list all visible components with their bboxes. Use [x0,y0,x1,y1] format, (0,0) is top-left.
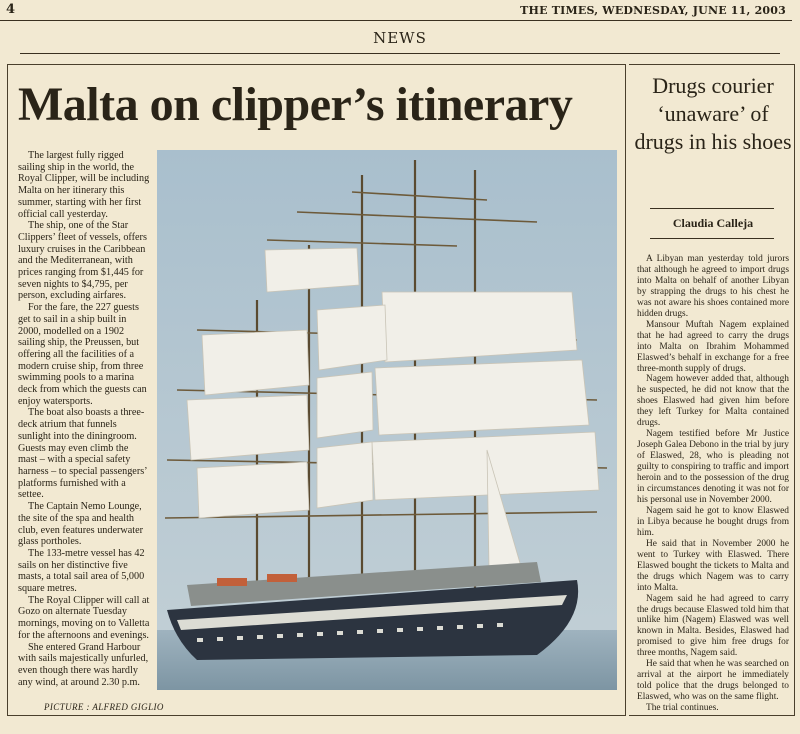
lifeboat [217,578,247,586]
main-paragraph: The boat also boasts a three-deck atrium that funnels sunlight into the diningroom. Guests may even climb the mast – with a special safety harness – to special passengers’ platforms furnished with a settee. [18,407,147,501]
page-number: 4 [6,2,16,17]
main-paragraph: The ship, one of the Star Clippers’ fleet of vessels, offers luxury cruises in the Caribbean and the Mediterranean, with prices ranging from $1,445 for seven nights to $4,795, per person, excluding airfares. [18,220,147,302]
main-paragraph: The Captain Nemo Lounge, the site of the spa and health club, even features underwater glass portholes. [18,501,144,548]
side-headline: Drugs courier ‘unaware’ of drugs in his shoes [634,73,792,154]
byline-rule-bottom [650,238,774,239]
main-paragraph: The 133-metre vessel has 42 sails on her distinctive five masts, a total sail area of 5,000 square metres. [18,547,145,595]
main-paragraph: The Royal Clipper will call at Gozo on alternate Tuesday mornings, moving on to Valletta for the afternoons and evenings. [18,594,150,641]
side-paragraph: Nagem said he got to know Elaswed in Libya because he bought drugs from him. [637,505,789,538]
dateline: THE TIMES, WEDNESDAY, JUNE 11, 2003 [520,4,786,17]
main-paragraph: She entered Grand Harbour with sails majestically unfurled, even though there was hardly any wind, at around 2.30 p.m. [18,641,149,688]
side-paragraph: A Libyan man yesterday told jurors that although he agreed to import drugs into Malta on behalf of another Libyan by strapping the drugs to his chest he was not aware his shoes contained more hidden drugs. [637,254,789,319]
ship-photo [157,150,617,690]
main-paragraph: The largest fully rigged sailing ship in the world, the Royal Clipper, will be including Malta on her itinerary this summer, starting with her first official call yesterday. [18,150,150,220]
byline-rule-top [650,208,774,209]
section-rule [20,53,780,54]
ship-illustration [157,150,617,690]
section-label: NEWS [373,29,427,47]
byline: Claudia Calleja [672,216,754,230]
side-paragraph: Nagem however added that, although he suspected, he did not know that the shoes Elaswed had given him before they left Turkey for Malta contained drugs. [637,374,789,429]
side-story-body [637,254,789,714]
side-paragraph: Nagem said he had agreed to carry the drugs because Elaswed told him that unlike him (Nagem) Elaswed was well known in Malta. Besides, Elaswed had promised to give him free drugs for three months, Nagem said. [637,593,789,659]
photo-caption: PICTURE : ALFRED GIGLIO [44,702,164,712]
side-paragraph: The trial continues. [646,703,719,714]
lifeboat [267,574,297,582]
top-rule [0,20,792,21]
side-paragraph: He said that when he was searched on arrival at the airport he immediately told police that the drugs belonged to Elaswed, who was on the same flight. [637,659,789,703]
main-story-body [18,150,150,688]
side-paragraph: Mansour Muftah Nagem explained that he had agreed to carry the drugs into Malta on Ibrahim Mohammed Elaswed’s behalf in exchange for a free three-month supply of drugs. [637,319,789,374]
side-paragraph: He said that in November 2000 he went to Turkey with Elaswed. There Elaswed bought the tickets to Malta and the drugs which Nagem was to carry into Malta. [637,538,789,593]
main-paragraph: For the fare, the 227 guests get to sail in a ship built in 2000, modelled on a 1902 sailing ship, the Preussen, but offering all the facilities of a modern cruise ship, from three swimming pools to a marina deck from which the guests can enjoy watersports. [18,302,147,407]
side-paragraph: Nagem testified before Mr Justice Joseph Galea Debono in the trial by jury of Elaswed, 28, who is pleading not guilty to conspiring to traffic and import heroin and to the possession of the drug in circumstances denoting it was not for his personal use in November 2000. [637,429,789,505]
main-headline: Malta on clipper’s itinerary [18,78,573,131]
